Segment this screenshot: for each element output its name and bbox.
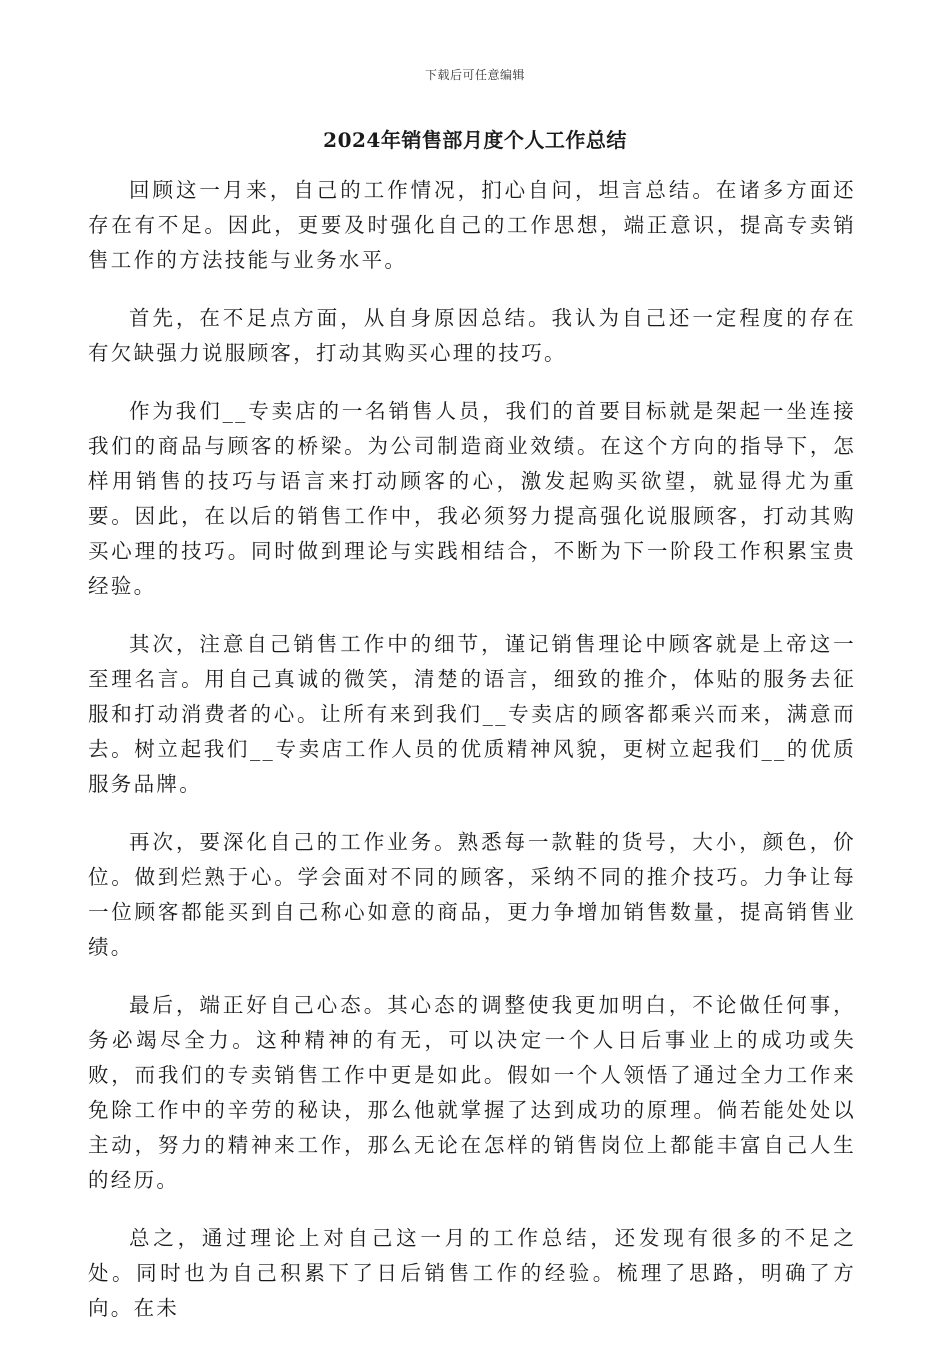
paragraph-6: 最后，端正好自己心态。其心态的调整使我更加明白，不论做任何事，务必竭尽全力。这种精神的有无，可以决定一个人日后事业上的成功或失败，而我们的专卖销售工作中更是如此。假如一个人领悟了通过全力工作来免除工作中的辛劳的秘诀，那么他就掌握了达到成功的原理。倘若能处处以主动，努力的精神来工作，那么无论在怎样的销售岗位上都能丰富自己人生的经历。 — [88, 993, 856, 1192]
paragraph-2: 首先，在不足点方面，从自身原因总结。我认为自己还一定程度的存在有欠缺强力说服顾客，打动其购买心理的技巧。 — [88, 306, 856, 365]
paragraph-4: 其次，注意自己销售工作中的细节，谨记销售理论中顾客就是上帝这一至理名言。用自己真诚的微笑，清楚的语言，细致的推介，体贴的服务去征服和打动消费者的心。让所有来到我们__专卖店的顾客都乘兴而来，满意而去。树立起我们__专卖店工作人员的优质精神风貌，更树立起我们__的优质服务品牌。 — [88, 632, 856, 796]
header-note: 下载后可任意编辑 — [424, 68, 525, 82]
paragraph-5: 再次，要深化自己的工作业务。熟悉每一款鞋的货号，大小，颜色，价位。做到烂熟于心。学会面对不同的顾客，采纳不同的推介技巧。力争让每一位顾客都能买到自己称心如意的商品，更力争增加销售数量，提高销售业绩。 — [88, 830, 856, 959]
document-title: 2024年销售部月度个人工作总结 — [323, 128, 627, 152]
paragraph-1: 回顾这一月来，自己的工作情况，扪心自问，坦言总结。在诸多方面还存在有不足。因此，更要及时强化自己的工作思想，端正意识，提高专卖销售工作的方法技能与业务水平。 — [88, 178, 856, 272]
paragraph-7: 总之，通过理论上对自己这一月的工作总结，还发现有很多的不足之处。同时也为自己积累下了日后销售工作的经验。梳理了思路，明确了方向。在未 — [88, 1226, 856, 1320]
paragraph-3: 作为我们__专卖店的一名销售人员，我们的首要目标就是架起一坐连接我们的商品与顾客的桥梁。为公司制造商业效绩。在这个方向的指导下，怎样用销售的技巧与语言来打动顾客的心，激发起购买欲望，就显得尤为重要。因此，在以后的销售工作中，我必须努力提高强化说服顾客，打动其购买心理的技巧。同时做到理论与实践相结合，不断为下一阶段工作积累宝贵经验。 — [88, 399, 856, 598]
document-body — [88, 173, 856, 1349]
